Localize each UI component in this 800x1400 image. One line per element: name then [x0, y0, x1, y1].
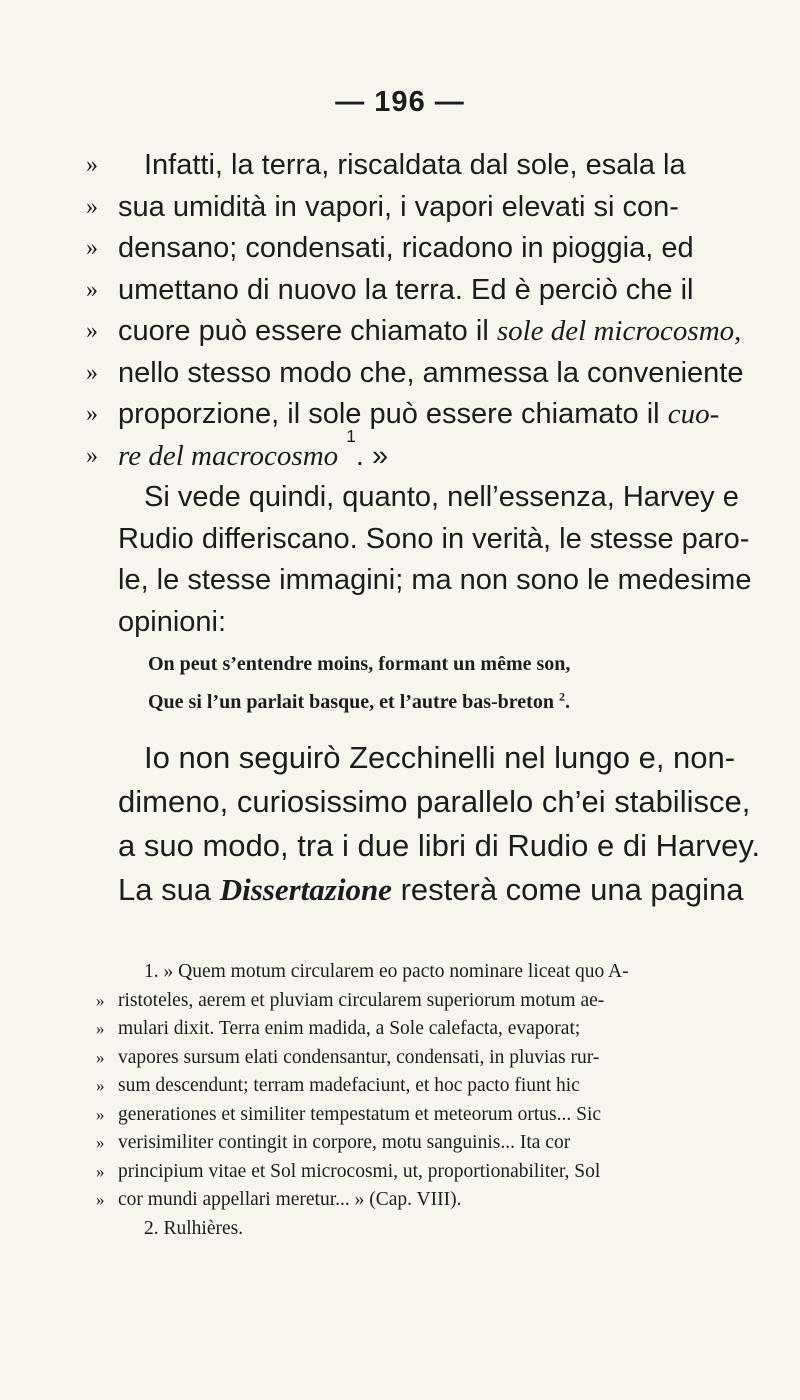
footnote-text: cor mundi appellari meretur... » (Cap. VIII). [118, 1189, 462, 1210]
paragraph-line [118, 736, 758, 780]
quote-end: . » [355, 439, 389, 472]
quote-line-3 [86, 228, 758, 270]
footnote-1-line [118, 958, 758, 987]
guillemet: » [86, 359, 98, 386]
quote-line-6 [86, 353, 758, 395]
quote-text: Infatti, la terra, riscaldata dal sole, esala la [144, 149, 686, 181]
footnote-ref-1[interactable]: 1 [346, 425, 356, 446]
footnote-1-line [96, 1101, 758, 1130]
paragraph-line [118, 602, 758, 644]
footnote-label: 2. [144, 1217, 159, 1239]
footnote-1-line [96, 1072, 758, 1101]
footnote-text: principium vitae et Sol microcosmi, ut, proportionabiliter, Sol [118, 1160, 601, 1182]
guillemet: » [96, 1190, 105, 1209]
book-title: Dissertazione [219, 872, 392, 907]
footnote-1-line [96, 1158, 758, 1187]
footnote-text: vapores sursum elati condensantur, condensati, in pluvias rur- [118, 1046, 600, 1068]
paragraph-text: le, le stesse immagini; ma non sono le medesime [118, 564, 752, 596]
paragraph-line [118, 868, 758, 912]
footnote-text: mulari dixit. Terra enim madida, a Sole calefacta, evaporat; [118, 1018, 581, 1039]
paragraph-1 [118, 477, 758, 643]
guillemet: » [96, 1161, 105, 1181]
verse-text: Que si l’un parlait basque, et l’autre bas-breton [148, 691, 554, 713]
guillemet: » [96, 1076, 105, 1095]
footnote-text: verisimiliter contingit in corpore, motu sanguinis... Ita cor [118, 1132, 571, 1153]
footnote-text: ristoteles, aerem et pluviam circularem superiorum motum ae- [118, 989, 605, 1011]
guillemet: » [86, 235, 98, 261]
quote-text: proporzione, il sole può essere chiamato il [118, 398, 660, 430]
footnote-text: Quem motum circularem eo pacto nominare liceat quo A- [178, 961, 629, 982]
footnote-1-line [96, 1186, 758, 1215]
footnote-text: generationes et similiter tempestatum et meteorum ortus... Sic [118, 1103, 602, 1125]
verse-end: . [564, 691, 570, 713]
footnote-1-line [96, 1129, 758, 1158]
verse-line-1: On peut s’entendre moins, formant un même son, [148, 653, 571, 675]
guillemet: » [96, 1019, 105, 1038]
quote-italic: cuo- [667, 398, 720, 430]
paragraph-text: resterà come una pagina [400, 872, 744, 907]
quote-line-8 [86, 425, 758, 478]
paragraph-line [118, 560, 758, 602]
paragraph-line [118, 824, 761, 868]
paragraph-text: Io non seguirò Zecchinelli nel lungo e, non- [144, 740, 736, 775]
quote-text: sua umidità in vapori, i vapori elevati si con- [118, 190, 679, 223]
quote-italic: sole del microcosmo, [496, 315, 742, 347]
paragraph-text: La sua [118, 872, 212, 907]
guillemet: » [86, 152, 98, 178]
paragraph-text: Si vede quindi, quanto, nell’essenza, Harvey e [144, 481, 739, 513]
paragraph-line [118, 477, 758, 519]
footnote-1-line [96, 987, 758, 1016]
paragraph-line [118, 780, 758, 824]
footnote-label: 1. [144, 961, 159, 982]
paragraph-text: opinioni: [118, 605, 227, 638]
quote-line-7 [86, 394, 758, 436]
paragraph-text: a suo modo, tra i due libri di Rudio e di Harvey. [118, 828, 761, 863]
footnote-1-line [96, 1044, 758, 1073]
verse-quote [148, 645, 570, 721]
quote-italic: re del macrocosmo [118, 439, 339, 472]
guillemet: » [86, 193, 98, 220]
paragraph-2 [118, 736, 761, 912]
paragraph-text: dimeno, curiosissimo parallelo ch’ei stabilisce, [118, 784, 751, 819]
footnotes [96, 958, 758, 1243]
footnote-text: Rulhières. [163, 1217, 244, 1239]
footnote-text: sum descendunt; terram madefaciunt, et hoc pacto fiunt hic [118, 1075, 580, 1096]
quote-text: cuore può essere chiamato il [118, 315, 489, 347]
quote-line-2 [86, 187, 758, 229]
footnote-1-line [96, 1015, 758, 1044]
guillemet: » [96, 1133, 105, 1152]
footnote-ref-2[interactable]: 2 [558, 689, 565, 704]
footnote-2-line [118, 1215, 758, 1244]
quote-text: umettano di nuovo la terra. Ed è perciò che il [118, 273, 694, 306]
paragraph-text: Rudio differiscano. Sono in verità, le stesse paro- [118, 522, 750, 555]
main-text [86, 145, 758, 643]
quote-line-4 [86, 270, 758, 312]
page-number: — 196 — [335, 86, 465, 118]
guillemet: » [86, 442, 98, 469]
quote-text: nello stesso modo che, ammessa la conveniente [118, 356, 744, 389]
guillemet: » [96, 1104, 105, 1124]
quote-line-1 [86, 145, 758, 187]
guillemet: » [96, 990, 105, 1010]
quote-block [86, 145, 758, 477]
quote-text: densano; condensati, ricadono in pioggia, ed [118, 232, 694, 264]
guillemet: » [86, 318, 98, 344]
paragraph-line [118, 519, 758, 561]
verse-line-2 [148, 683, 570, 721]
guillemet: » [86, 276, 98, 303]
guillemet: » [86, 401, 98, 427]
guillemet: » [163, 961, 174, 982]
guillemet: » [96, 1047, 105, 1067]
quote-line-5 [86, 311, 758, 353]
